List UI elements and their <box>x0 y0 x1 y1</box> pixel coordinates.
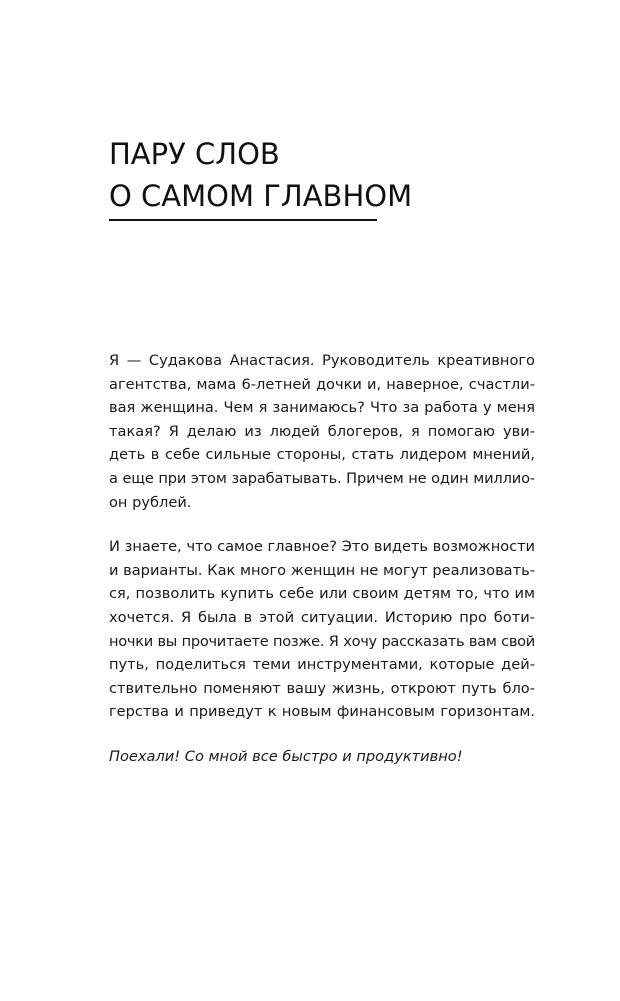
paragraph-line: вая женщина. Чем я занимаюсь? Что за работа у меня <box>109 399 535 417</box>
chapter-title <box>109 133 412 217</box>
paragraph-1 <box>109 349 535 514</box>
paragraph-spacer <box>109 514 535 535</box>
paragraph-line: ствительно поменяют вашу жизнь, откроют путь бло- <box>109 679 535 697</box>
paragraph-line: герства и приведут к новым финансовым горизонтам. <box>109 703 535 721</box>
paragraph-line: Поехали! Со мной все быстро и продуктивно! <box>109 747 463 765</box>
paragraph-line: такая? Я делаю из людей блогеров, я помогаю уви- <box>109 422 535 440</box>
chapter-title-line-2: О САМОМ ГЛАВНОМ <box>109 179 413 213</box>
paragraph-line: деть в себе сильные стороны, стать лидером мнений, <box>109 446 535 464</box>
paragraph-line: и варианты. Как много женщин не могут реализовать- <box>109 561 535 579</box>
chapter-body <box>109 349 535 769</box>
paragraph-line: Я — Судакова Анастасия. Руководитель креативного <box>109 352 535 369</box>
paragraph-spacer <box>109 724 535 745</box>
chapter-title-line-1: ПАРУ СЛОВ <box>109 137 280 171</box>
paragraph-line: ночки вы прочитаете позже. Я хочу рассказать вам свой <box>109 632 535 650</box>
paragraph-line: И знаете, что самое главное? Это видеть возможности <box>109 538 535 556</box>
paragraph-2 <box>109 535 535 724</box>
title-underline-divider <box>109 219 377 221</box>
paragraph-line: путь, поделиться теми инструментами, которые дей- <box>109 656 535 674</box>
paragraph-line: агентства, мама 6-летней дочки и, наверное, счастли- <box>109 375 535 393</box>
paragraph-line: ся, позволить купить себе или своим детям то, что им <box>109 585 535 603</box>
paragraph-3-closing <box>109 745 535 769</box>
paragraph-line: хочется. Я была в этой ситуации. Историю про боти- <box>109 608 535 626</box>
paragraph-line: а еще при этом зарабатывать. Причем не один миллио- <box>109 469 535 487</box>
paragraph-line: он рублей. <box>109 493 192 511</box>
